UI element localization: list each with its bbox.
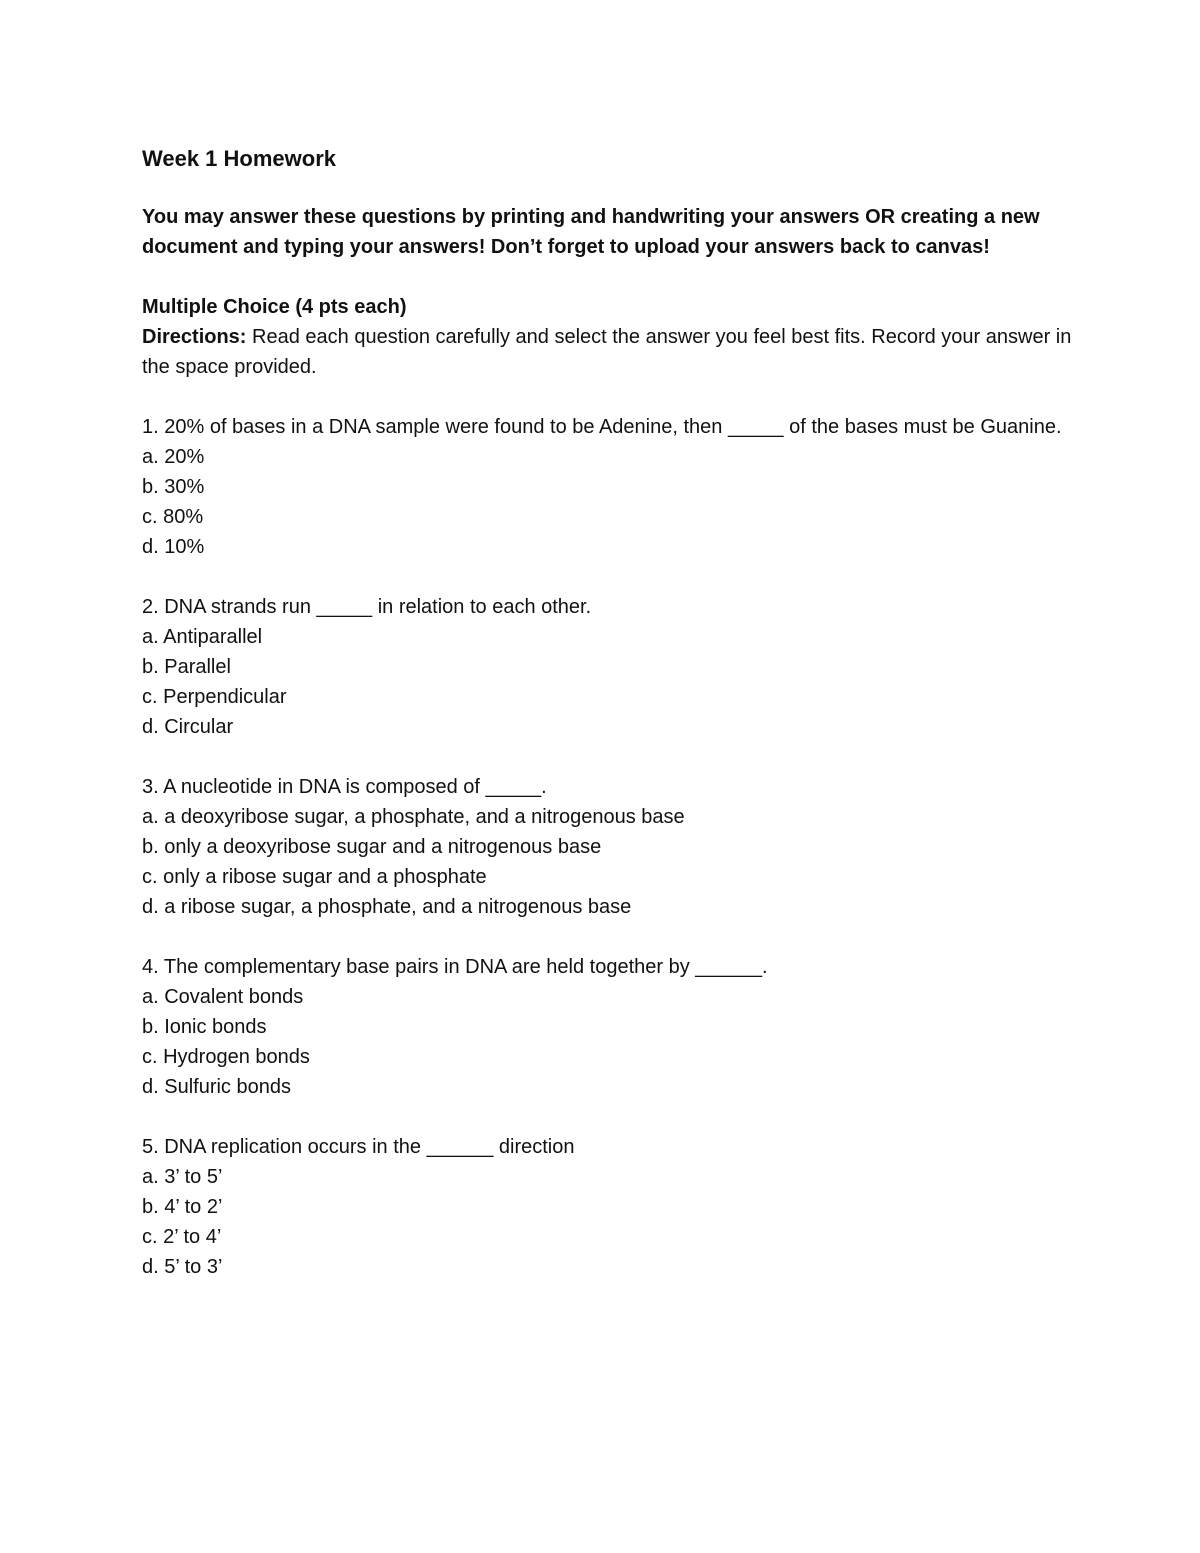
answer-option: a. Covalent bonds [142,986,304,1008]
question-stem: 4. The complementary base pairs in DNA are held together by ______. [142,956,768,978]
question-3 [142,772,1072,922]
answer-option: a. Antiparallel [142,626,263,648]
question-4 [142,952,1072,1102]
question-stem: 5. DNA replication occurs in the ______ direction [142,1136,575,1158]
answer-option: c. Perpendicular [142,686,287,708]
answer-option: b. Ionic bonds [142,1016,267,1038]
answer-option: c. 80% [142,506,204,528]
answer-option: a. 20% [142,446,205,468]
answer-option: c. Hydrogen bonds [142,1046,310,1068]
directions-text: Read each question carefully and select the answer you feel best fits. Record your answer in the space provided. [142,326,1072,378]
answer-option: c. 2’ to 4’ [142,1226,222,1248]
question-stem: 2. DNA strands run _____ in relation to each other. [142,596,592,618]
answer-option: b. 4’ to 2’ [142,1196,223,1218]
question-stem: 1. 20% of bases in a DNA sample were found to be Adenine, then _____ of the bases must be Guanine. [142,416,1062,438]
document-body [142,143,1072,1282]
directions [142,322,1072,382]
answer-option: d. a ribose sugar, a phosphate, and a nitrogenous base [142,896,632,918]
section-heading: Multiple Choice (4 pts each) [142,296,407,318]
question-2 [142,592,1072,742]
question-stem: 3. A nucleotide in DNA is composed of _____. [142,776,547,798]
answer-option: b. Parallel [142,656,231,678]
question-1 [142,412,1072,562]
answer-option: d. Sulfuric bonds [142,1076,291,1098]
answer-option: d. 10% [142,536,205,558]
answer-option: d. Circular [142,716,234,738]
answer-option: b. 30% [142,476,205,498]
answer-option: a. a deoxyribose sugar, a phosphate, and a nitrogenous base [142,806,685,828]
question-5 [142,1132,1072,1282]
answer-option: c. only a ribose sugar and a phosphate [142,866,487,888]
directions-label: Directions: [142,326,247,348]
intro-instructions: You may answer these questions by printing and handwriting your answers OR creating a new document and typing your answers! Don’t forget to upload your answers back to canvas! [142,206,1040,258]
answer-option: a. 3’ to 5’ [142,1166,223,1188]
page-title: Week 1 Homework [142,146,337,171]
answer-option: d. 5’ to 3’ [142,1256,223,1278]
answer-option: b. only a deoxyribose sugar and a nitrogenous base [142,836,602,858]
